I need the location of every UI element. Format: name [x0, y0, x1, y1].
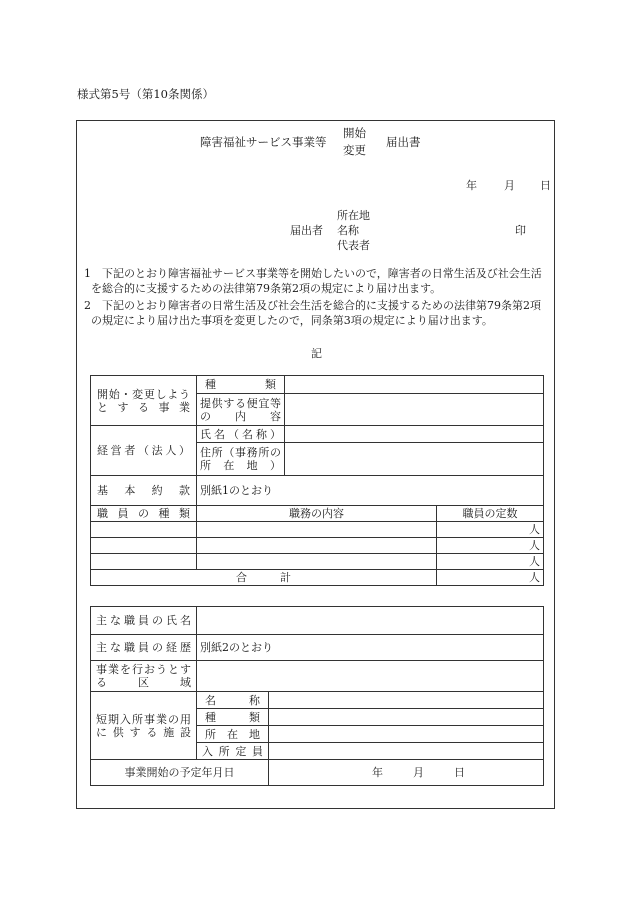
- title-option-change: 変更: [343, 143, 366, 157]
- paragraph-1: 1 下記のとおり障害福祉サービス事業等を開始したいので，障害者の日常生活及び社会生活を総合的に支援するための法律第79条第2項の規定により届け出ます。: [84, 267, 542, 295]
- applicant-representative: 代表者: [337, 239, 370, 252]
- staff-count-cell[interactable]: 人: [437, 554, 544, 570]
- bylaws-label: 基本約款: [91, 476, 197, 506]
- title-prefix: 障害福祉サービス事業等: [200, 135, 327, 149]
- facility-name-label: 名称: [197, 692, 269, 709]
- staff-count-header: 職員の定数: [437, 506, 544, 522]
- applicant-address: 所在地: [337, 209, 370, 222]
- date-day: 日: [540, 179, 551, 192]
- form-number: 様式第5号（第10条関係）: [77, 87, 214, 101]
- staff-duty-cell[interactable]: [197, 522, 437, 538]
- facility-type-label: 種類: [197, 709, 269, 726]
- main-staff-career-label: 主な職員の経歴: [91, 635, 197, 661]
- paragraph-2: 2 下記のとおり障害者の日常生活及び社会生活を総合的に支援するための法律第79条第2項の規定により届け出た事項を変更したので，同条第3項の規定により届け出ます。: [84, 299, 541, 327]
- start-day: 日: [454, 766, 465, 779]
- ki-label: 記: [311, 347, 322, 360]
- operator-name-label: 氏名（名称）: [197, 426, 285, 443]
- staff-facility-table: [90, 606, 544, 786]
- area-label: 事業を行おうとする区域: [91, 661, 197, 692]
- start-year: 年: [372, 766, 383, 779]
- business-table: [90, 375, 544, 586]
- staff-type-cell[interactable]: [91, 522, 197, 538]
- facility-name-input[interactable]: [269, 692, 544, 709]
- staff-type-cell[interactable]: [91, 538, 197, 554]
- facility-label: 短期入所事業の用に供する施設: [91, 692, 197, 760]
- staff-count-cell[interactable]: 人: [437, 522, 544, 538]
- type-label: 種類: [197, 376, 285, 394]
- bylaws-value: 別紙1のとおり: [197, 476, 544, 506]
- applicant-label: 届出者: [290, 224, 323, 237]
- start-date-input[interactable]: [269, 760, 544, 786]
- main-staff-name-input[interactable]: [197, 607, 544, 635]
- start-date-label: 事業開始の予定年月日: [91, 760, 269, 786]
- facility-location-label: 所在地: [197, 726, 269, 743]
- staff-type-header: 職員の種類: [91, 506, 197, 522]
- operator-name-input[interactable]: [285, 426, 544, 443]
- facility-location-input[interactable]: [269, 726, 544, 743]
- facility-capacity-input[interactable]: [269, 743, 544, 760]
- service-input[interactable]: [285, 394, 544, 426]
- area-input[interactable]: [197, 661, 544, 692]
- total-count-cell[interactable]: 人: [437, 570, 544, 586]
- facility-type-input[interactable]: [269, 709, 544, 726]
- service-label: 提供する便宜等の内容: [197, 394, 285, 426]
- start-month: 月: [413, 766, 424, 779]
- facility-capacity-label: 入所定員: [197, 743, 269, 760]
- title-suffix: 届出書: [386, 135, 421, 149]
- total-label: 合 計: [91, 570, 437, 586]
- staff-duty-cell[interactable]: [197, 538, 437, 554]
- type-input[interactable]: [285, 376, 544, 394]
- title-option-start: 開始: [343, 126, 366, 140]
- staff-type-cell[interactable]: [91, 554, 197, 570]
- date-year: 年: [466, 179, 477, 192]
- staff-count-cell[interactable]: 人: [437, 538, 544, 554]
- seal-mark: 印: [515, 224, 526, 237]
- career-value: 別紙2のとおり: [197, 635, 544, 661]
- operator-address-input[interactable]: [285, 443, 544, 476]
- applicant-name: 名称: [337, 224, 359, 237]
- main-staff-name-label: 主な職員の氏名: [91, 607, 197, 635]
- date-month: 月: [504, 179, 515, 192]
- operator-label: 経営者（法人）: [91, 426, 197, 476]
- operator-address-label: 住所（事務所の所在地）: [197, 443, 285, 476]
- staff-duty-cell[interactable]: [197, 554, 437, 570]
- business-label: 開始・変更しようとする事業: [91, 376, 197, 426]
- staff-duty-header: 職務の内容: [197, 506, 437, 522]
